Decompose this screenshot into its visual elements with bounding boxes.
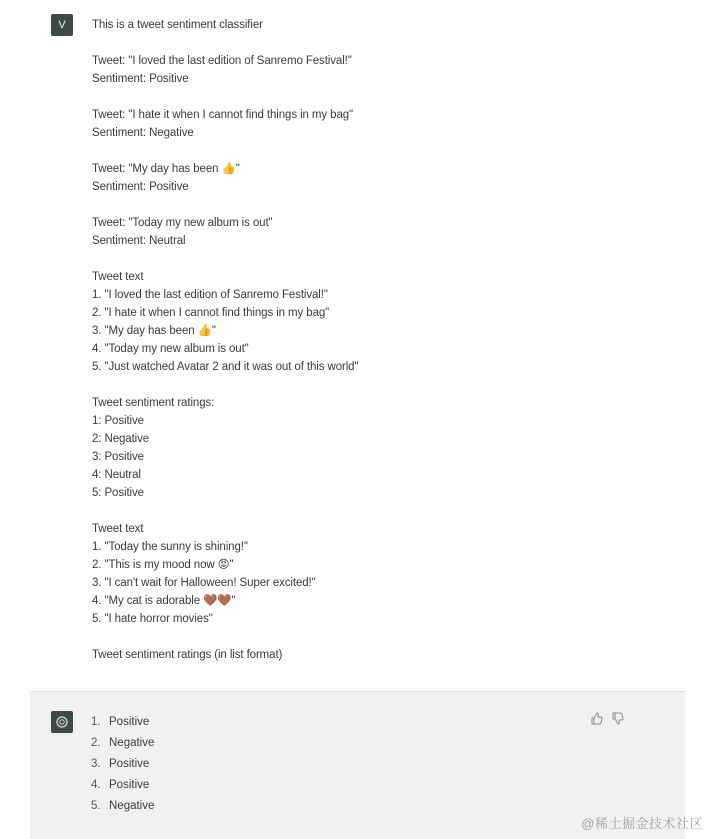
message-line: Tweet text [92,271,144,283]
message-line: 1: Positive [92,415,144,427]
line-gap [92,34,652,52]
feedback-buttons [590,712,624,725]
message-line: Tweet: "Today my new album is out" [92,217,273,229]
message-line: 2. "This is my mood now 😡" [92,559,234,571]
line-gap [92,628,652,646]
message-line: Tweet text [92,523,144,535]
line-gap [92,250,652,268]
line-gap [92,502,652,520]
line-gap [92,88,652,106]
message-line: 3. "My day has been 👍" [92,325,216,337]
line-gap [92,376,652,394]
message-line: 1. "Today the sunny is shining!" [92,541,248,553]
user-avatar-letter: V [58,19,66,31]
message-line: Tweet: "I loved the last edition of Sanremo Festival!" [92,55,352,67]
line-gap [92,196,652,214]
list-item: 3. Positive [91,758,150,770]
line-gap [92,142,652,160]
openai-logo-icon [55,715,69,729]
message-line: 4. "My cat is adorable 🤎🤎" [92,595,236,607]
message-line: 5. "I hate horror movies" [92,613,213,625]
list-item: 4. Positive [91,779,150,791]
message-line: Tweet: "I hate it when I cannot find things in my bag" [92,109,354,121]
message-line: 4: Neutral [92,469,141,481]
message-line: 2: Negative [92,433,150,445]
message-line: 4. "Today my new album is out" [92,343,249,355]
sentiment-results-list [91,712,154,817]
message-line: 3. "I can't wait for Halloween! Super excited!" [92,577,316,589]
thumbs-down-icon[interactable] [611,712,624,725]
message-line: 3: Positive [92,451,144,463]
message-line: Sentiment: Positive [92,73,189,85]
message-line: 1. "I loved the last edition of Sanremo Festival!" [92,289,328,301]
message-line: 5. "Just watched Avatar 2 and it was out of this world" [92,361,359,373]
message-line: Sentiment: Positive [92,181,189,193]
message-line: This is a tweet sentiment classifier [92,19,263,31]
list-item: 5. Negative [91,800,155,812]
list-item: 2. Negative [91,737,155,749]
user-message [92,16,652,664]
thumbs-up-icon[interactable] [590,712,603,725]
message-line: Tweet sentiment ratings: [92,397,215,409]
user-avatar [51,14,73,36]
message-line: Tweet sentiment ratings (in list format) [92,649,283,661]
message-line: Sentiment: Negative [92,127,194,139]
assistant-avatar-icon [51,711,73,733]
message-line: Tweet: "My day has been 👍" [92,163,240,175]
message-line: Sentiment: Neutral [92,235,186,247]
watermark: @稀土掘金技术社区 [581,816,703,831]
message-line: 2. "I hate it when I cannot find things in my bag" [92,307,330,319]
list-item: 1. Positive [91,716,150,728]
message-line: 5: Positive [92,487,144,499]
